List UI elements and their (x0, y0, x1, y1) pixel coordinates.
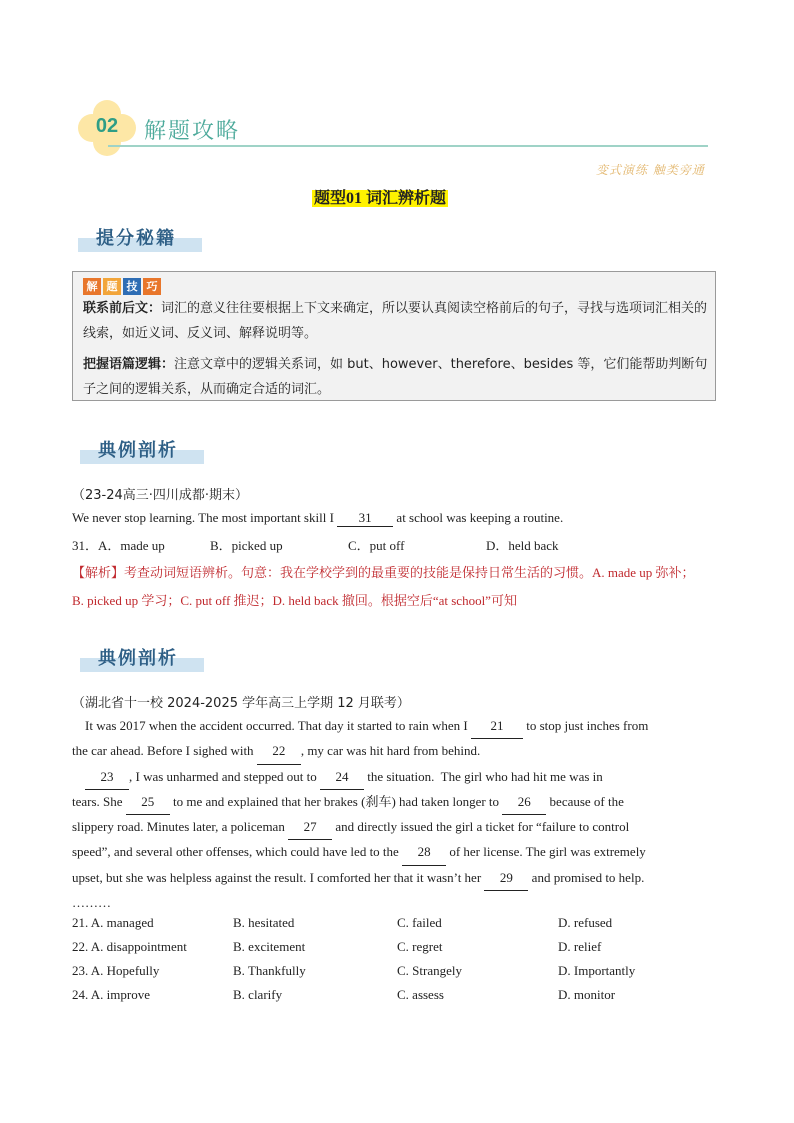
example2-passage (72, 714, 722, 915)
section-divider (108, 145, 708, 147)
example1-ribbon (80, 436, 204, 466)
passage-line: 23 , I was unharmed and stepped out to 24 the situation. The girl who had hit me was in (72, 765, 722, 790)
passage-line: It was 2017 when the accident occurred. That day it started to rain when I 21 to stop just inches from (72, 714, 722, 739)
passage-ellipsis: ……… (72, 895, 111, 911)
section-tagline: 变式演练 触类旁通 (596, 163, 705, 177)
example2-option: 22. A. disappointment (72, 939, 187, 954)
tips-label: 提分秘籍 (96, 228, 176, 249)
example2-option: 23. A. Hopefully (72, 963, 160, 978)
example2-option: B. clarify (233, 987, 283, 1002)
example2-option: D. refused (558, 915, 613, 930)
passage-line: slippery road. Minutes later, a policeman 27 and directly issued the girl a ticket for “failure to control (72, 815, 722, 840)
tip-logic: 把握语篇逻辑：注意文章中的逻辑关系词，如 but、however、therefore、besides 等，它们能帮助判断句子之间的逻辑关系，从而确定合适的词汇。 (83, 357, 708, 397)
section-title: 解题攻略 (144, 119, 241, 144)
tips-box (72, 271, 716, 401)
example1-source: （23-24高三·四川成都·期末） (72, 488, 249, 503)
example1-option: 31．A．made up (72, 538, 165, 553)
example2-option: B. excitement (233, 939, 306, 954)
example2-label: 典例剖析 (98, 648, 178, 669)
example2-source: （湖北省十一校 2024-2025 学年高三上学期 12 月联考） (72, 696, 410, 711)
tip-context: 联系前后文：词汇的意义往往要根据上下文来确定，所以要认真阅读空格前后的句子，寻找与选项词汇相关的线索，如近义词、反义词、解释说明等。 (83, 301, 708, 341)
example2-ribbon (80, 644, 204, 674)
example2-option: D. relief (558, 939, 602, 954)
passage-line: speed”, and several other offenses, which could have led to the 28 of her license. The girl was extremely (72, 840, 722, 865)
example2-option: 21. A. managed (72, 915, 154, 930)
passage-line: tears. She 25 to me and explained that her brakes (刹车) had taken longer to 26 because of the (72, 790, 722, 815)
badge-char: 技 (123, 278, 141, 295)
example2-option: B. hesitated (233, 915, 295, 930)
example2-option: B. Thankfully (233, 963, 306, 978)
example2-option: 24. A. improve (72, 987, 150, 1002)
passage-line: upset, but she was helpless against the result. I comforted her that it wasn’t her 29 and promised to help. (72, 866, 722, 891)
passage-line: the car ahead. Before I sighed with 22 , my car was hit hard from behind. (72, 739, 722, 764)
example2-option: C. failed (397, 915, 442, 930)
example1-option: C．put off (348, 538, 405, 553)
badge-char: 解 (83, 278, 101, 295)
tips-ribbon (78, 224, 202, 254)
example2-option: C. assess (397, 987, 444, 1002)
example1-option: B．picked up (210, 538, 283, 553)
example2-option: C. Strangely (397, 963, 462, 978)
badge-char: 题 (103, 278, 121, 295)
example1-question: We never stop learning. The most important skill I 31 at school was keeping a routine. (72, 510, 564, 525)
section-number: 02 (95, 115, 119, 137)
example2-option: C. regret (397, 939, 443, 954)
example1-label: 典例剖析 (98, 440, 178, 461)
example2-option: D. Importantly (558, 963, 636, 978)
example2-option: D. monitor (558, 987, 616, 1002)
example1-analysis-line2: B. picked up 学习；C. put off 推迟；D. held back 撤回。根据空后“at school”可知 (72, 593, 517, 608)
example1-analysis-line1: 【解析】考查动词短语辨析。句意：我在学校学到的最重要的技能是保持日常生活的习惯。A. made up 弥补； (72, 565, 695, 580)
badge-char: 巧 (143, 278, 161, 295)
topic-title: 题型01 词汇辨析题 (313, 190, 446, 207)
example1-option: D．held back (486, 538, 559, 553)
